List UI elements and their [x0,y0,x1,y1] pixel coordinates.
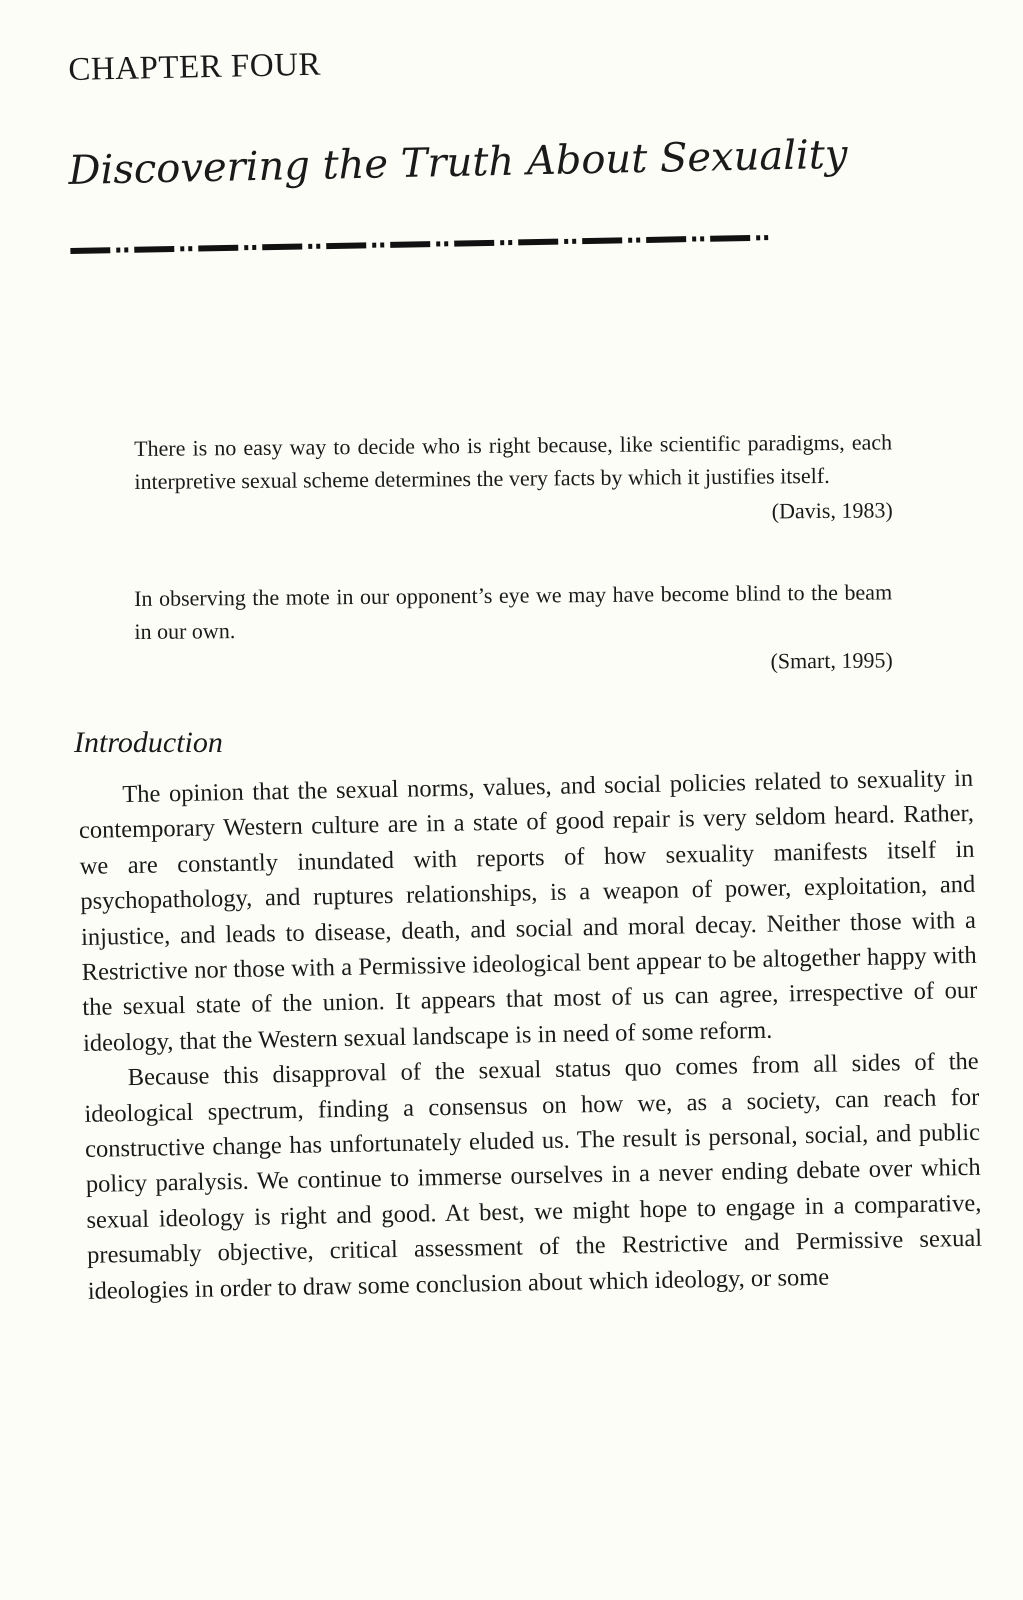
epigraph-smart [134,575,893,683]
dash-dot-ornament-rule [70,223,770,266]
epigraph-citation: (Davis, 1983) [771,497,893,524]
epigraph-quote: In observing the mote in our opponent’s eye we may have become blind to the beam in our own. [134,579,893,644]
section-heading: Introduction [74,726,223,759]
epigraph-citation: (Smart, 1995) [770,647,893,674]
body-text [78,761,983,1309]
epigraph-davis [134,425,893,533]
chapter-title: Discovering the Truth About Sexuality [68,131,848,194]
chapter-label: CHAPTER FOUR [68,46,322,88]
body-paragraph: The opinion that the sexual norms, values, and social policies related to sexuality in contemporary Western culture are in a state of good repair is very seldom heard. Rather, we are constantly inundated with reports of how sexuality manifests itself in psychopathology, and ruptures relationships, is a weapon of power, exploitation, and injustice, and leads to disease, death, and social and moral decay. Neither those with a Restrictive nor those with a Permissive ideological bent appear to be altogether happy with the sexual state of the union. It appears that most of us can agree, irrespective of our ideology, that the Western sexual landscape is in need of some reform. [78,764,978,1057]
epigraph-quote: There is no easy way to decide who is right because, like scientific paradigms, each interpretive sexual scheme determines the very facts by which it justifies itself. [134,429,893,494]
body-paragraph: Because this disapproval of the sexual status quo comes from all sides of the ideological spectrum, finding a consensus on how we, as a society, can reach for constructive change has unfortunately eluded us. The result is personal, social, and public policy paralysis. We continue to immerse ourselves in a never ending debate over which sexual ideology is right and good. At best, we might hope to engage in a comparative, presumably objective, critical assessment of the Restrictive and Permissive sexual ideologies in order to draw some conclusion about which ideology, or some [84,1048,983,1305]
